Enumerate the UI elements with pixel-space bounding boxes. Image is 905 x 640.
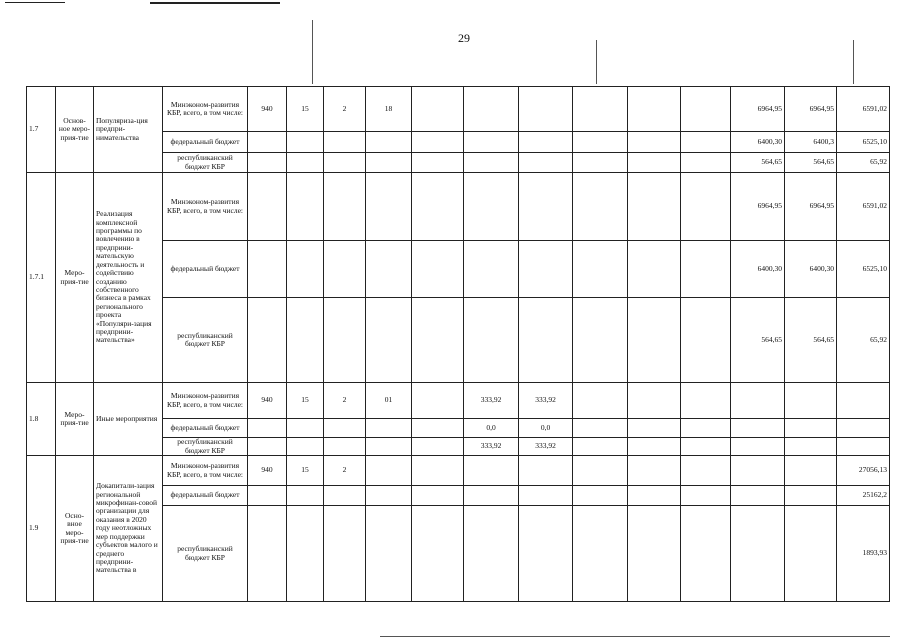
row-name: Реализация комплексной программы по вовлечению в предприни-мательскую деятельность и содействию созданию собственного бизнеса в рамках регионального проекта «Популяри-зация предприни-мательства» xyxy=(94,173,163,383)
executor-cell: федеральный бюджет xyxy=(163,132,248,153)
rz-code: 15 xyxy=(287,383,324,419)
amount-cell: 564,65 xyxy=(785,153,837,173)
executor-cell: федеральный бюджет xyxy=(163,241,248,298)
scan-line-bottom xyxy=(380,636,890,637)
amount-cell: 6591,02 xyxy=(837,173,890,241)
empty-cell xyxy=(412,87,464,132)
amount-cell: 564,65 xyxy=(785,298,837,383)
amount-cell: 6964,95 xyxy=(731,87,785,132)
grbs-code: 940 xyxy=(248,383,287,419)
scan-mark-top xyxy=(5,2,65,3)
row-kind: Основ-ное меро-прия-тие xyxy=(56,87,94,173)
row-kind: Меро-прия-тие xyxy=(56,173,94,383)
amount-cell: 6525,10 xyxy=(837,241,890,298)
budget-table xyxy=(26,86,890,602)
empty-cell xyxy=(573,87,628,132)
amount-cell: 333,92 xyxy=(519,438,573,456)
executor-cell: федеральный бюджет xyxy=(163,419,248,438)
scan-line-right xyxy=(596,40,597,84)
row-kind: Меро-прия-тие xyxy=(56,383,94,456)
amount-cell: 1893,93 xyxy=(837,506,890,602)
row-id: 1.7.1 xyxy=(27,173,56,383)
table-row xyxy=(27,87,890,132)
executor-cell: республиканский бюджет КБР xyxy=(163,298,248,383)
amount-cell: 333,92 xyxy=(464,438,519,456)
page-number: 29 xyxy=(458,31,470,45)
grbs-code: 940 xyxy=(248,87,287,132)
empty-cell xyxy=(681,87,731,132)
row-name: Докапитали-зация региональной микрофинан-совой организации для оказания в 2020 году неотложных мер поддержки субъектов малого и среднего предприни-мательства в xyxy=(94,456,163,602)
amount-cell: 333,92 xyxy=(519,383,573,419)
row-name: Популяриза-ция предпри-нимательства xyxy=(94,87,163,173)
amount-cell: 65,92 xyxy=(837,298,890,383)
executor-cell: республиканский бюджет КБР xyxy=(163,506,248,602)
grbs-code: 940 xyxy=(248,456,287,486)
table-row xyxy=(27,456,890,486)
executor-cell: Минэконом-развития КБР, всего, в том числе: xyxy=(163,383,248,419)
amount-cell: 6400,30 xyxy=(731,241,785,298)
amount-cell: 6400,3 xyxy=(785,132,837,153)
executor-cell: Минэконом-развития КБР, всего, в том числе: xyxy=(163,173,248,241)
csr-code: 01 xyxy=(366,383,412,419)
table-row xyxy=(27,383,890,419)
row-name: Иные мероприятия xyxy=(94,383,163,456)
amount-cell xyxy=(464,87,519,132)
rz-code: 15 xyxy=(287,456,324,486)
amount-cell: 6591,02 xyxy=(837,87,890,132)
rz-code: 15 xyxy=(287,87,324,132)
empty-cell xyxy=(412,383,464,419)
table-row xyxy=(27,173,890,241)
amount-cell: 333,92 xyxy=(464,383,519,419)
amount-cell: 564,65 xyxy=(731,298,785,383)
executor-cell: федеральный бюджет xyxy=(163,486,248,506)
row-id: 1.7 xyxy=(27,87,56,173)
scan-line-left xyxy=(312,20,313,84)
amount-cell: 6525,10 xyxy=(837,132,890,153)
executor-cell: Минэконом-развития КБР, всего, в том числе: xyxy=(163,456,248,486)
csr-code: 18 xyxy=(366,87,412,132)
executor-cell: Минэконом-развития КБР, всего, в том числе: xyxy=(163,87,248,132)
amount-cell: 6964,95 xyxy=(785,173,837,241)
amount-cell: 0,0 xyxy=(519,419,573,438)
scan-line-right-2 xyxy=(853,40,854,84)
amount-cell: 0,0 xyxy=(464,419,519,438)
empty-cell xyxy=(628,87,681,132)
pr-code: 2 xyxy=(324,456,366,486)
scan-mark-top-2 xyxy=(150,2,280,4)
amount-cell: 25162,2 xyxy=(837,486,890,506)
amount-cell xyxy=(519,87,573,132)
amount-cell: 6964,95 xyxy=(731,173,785,241)
executor-cell: республиканский бюджет КБР xyxy=(163,153,248,173)
executor-cell: республиканский бюджет КБР xyxy=(163,438,248,456)
amount-cell: 564,65 xyxy=(731,153,785,173)
amount-cell: 27056,13 xyxy=(837,456,890,486)
pr-code: 2 xyxy=(324,87,366,132)
row-id: 1.9 xyxy=(27,456,56,602)
amount-cell: 6400,30 xyxy=(731,132,785,153)
amount-cell: 6964,95 xyxy=(785,87,837,132)
pr-code: 2 xyxy=(324,383,366,419)
row-id: 1.8 xyxy=(27,383,56,456)
amount-cell: 65,92 xyxy=(837,153,890,173)
amount-cell: 6400,30 xyxy=(785,241,837,298)
row-kind: Осно-вное меро-прия-тие xyxy=(56,456,94,602)
